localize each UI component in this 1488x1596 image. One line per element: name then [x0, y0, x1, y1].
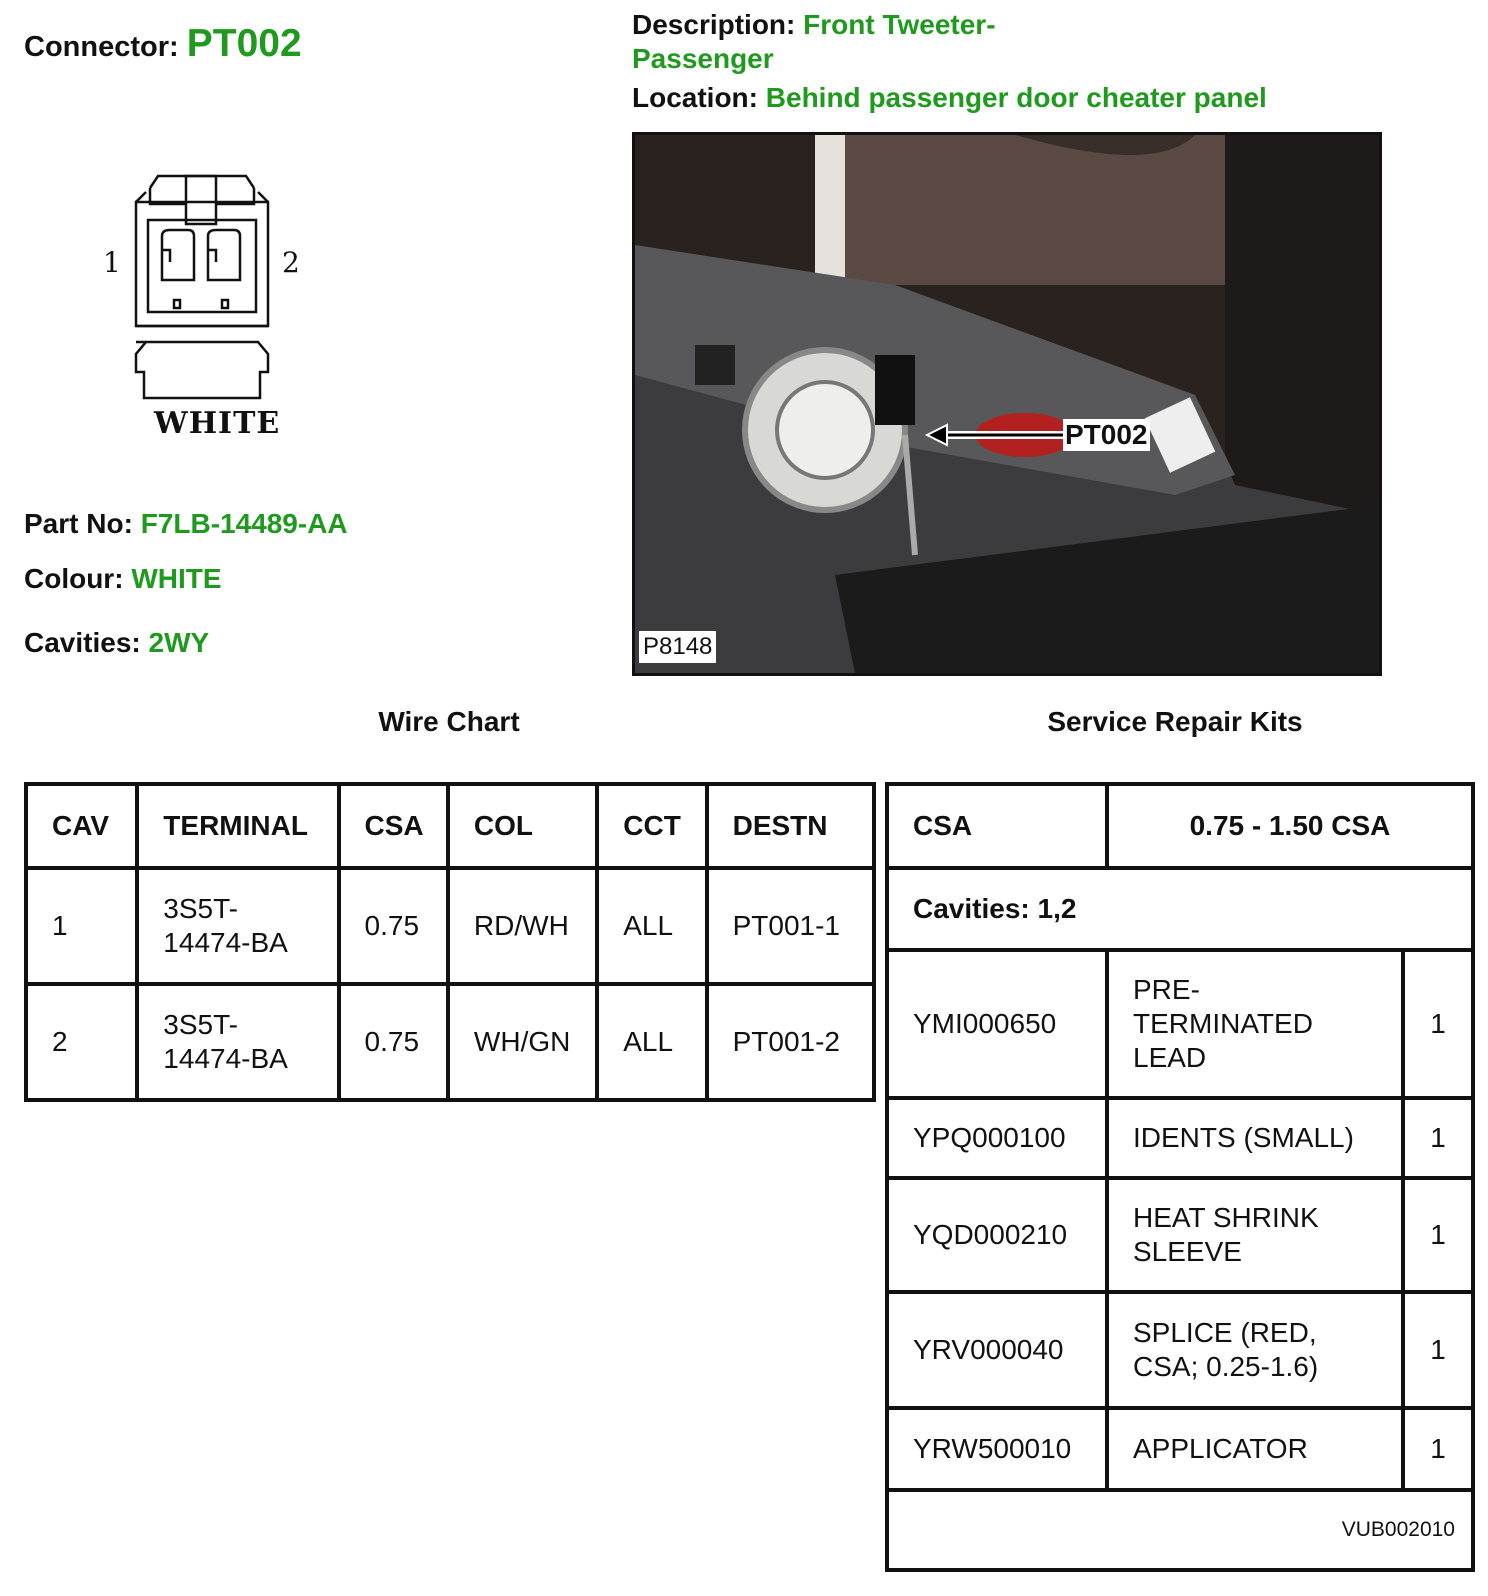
kit-part-number: YPQ000100 — [887, 1098, 1107, 1178]
cell-cav: 1 — [26, 868, 137, 984]
pin-label-1: 1 — [103, 246, 121, 279]
cell-terminal: 3S5T-14474-BA — [137, 868, 338, 984]
cell-destn: PT001-2 — [707, 984, 874, 1100]
header-destn: DESTN — [707, 784, 874, 868]
cavities-label: Cavities: — [24, 627, 141, 658]
cell-col: RD/WH — [448, 868, 597, 984]
cavities — [24, 627, 209, 659]
cell-cct: ALL — [597, 868, 706, 984]
kit-description: PRE-TERMINATED LEAD — [1107, 950, 1403, 1098]
header-cct: CCT — [597, 784, 706, 868]
part-number-value: F7LB-14489-AA — [140, 508, 348, 539]
kit-quantity: 1 — [1403, 1292, 1473, 1408]
kit-description: IDENTS (SMALL) — [1107, 1098, 1403, 1178]
connector-heading — [24, 22, 302, 66]
table-row — [887, 1178, 1473, 1292]
location-value: Behind passenger door cheater panel — [765, 82, 1267, 113]
pin-label-2: 2 — [282, 246, 300, 279]
description — [632, 8, 1092, 76]
wire-chart-header-row — [26, 784, 874, 868]
table-row — [887, 1292, 1473, 1408]
header-csa-range: 0.75 - 1.50 CSA — [1107, 784, 1473, 868]
kit-part-number: YQD000210 — [887, 1178, 1107, 1292]
kit-part-number: YRW500010 — [887, 1408, 1107, 1490]
repair-kits-title: Service Repair Kits — [1047, 706, 1303, 737]
header-col: COL — [448, 784, 597, 868]
cell-csa: 0.75 — [339, 984, 448, 1100]
kit-description: SPLICE (RED, CSA; 0.25-1.6) — [1107, 1292, 1403, 1408]
kit-quantity: 1 — [1403, 1408, 1473, 1490]
connector-label: Connector: — [24, 31, 179, 63]
table-row — [887, 1098, 1473, 1178]
cavities-value: 2WY — [148, 627, 210, 658]
colour — [24, 563, 222, 595]
location-label: Location: — [632, 82, 758, 113]
description-value: Front Tweeter-Passenger — [632, 9, 996, 74]
repair-kits-table — [885, 782, 1475, 1572]
wire-chart-title: Wire Chart — [378, 706, 520, 737]
repair-kits-footer-row — [887, 1490, 1473, 1570]
cell-cav: 2 — [26, 984, 137, 1100]
cell-csa: 0.75 — [339, 868, 448, 984]
connector-location-photo — [632, 132, 1382, 676]
kit-quantity: 1 — [1403, 950, 1473, 1098]
repair-kits-cavities: Cavities: 1,2 — [887, 868, 1473, 950]
table-row — [26, 984, 874, 1100]
colour-value: WHITE — [131, 563, 222, 594]
header-terminal: TERMINAL — [137, 784, 338, 868]
description-label: Description: — [632, 9, 796, 40]
photo-reference-label: P8148 — [639, 631, 716, 663]
kit-description: APPLICATOR — [1107, 1408, 1403, 1490]
cell-destn: PT001-1 — [707, 868, 874, 984]
kit-quantity: 1 — [1403, 1178, 1473, 1292]
cell-cct: ALL — [597, 984, 706, 1100]
photo-callout-label: PT002 — [1065, 419, 1148, 450]
location — [632, 82, 1267, 114]
header-csa: CSA — [339, 784, 448, 868]
repair-kits-cavities-row — [887, 868, 1473, 950]
wire-chart-table — [24, 782, 876, 1102]
cell-terminal: 3S5T-14474-BA — [137, 984, 338, 1100]
table-row — [887, 1408, 1473, 1490]
part-number-label: Part No: — [24, 508, 133, 539]
colour-label: Colour: — [24, 563, 124, 594]
repair-kits-header-row — [887, 784, 1473, 868]
kit-description: HEAT SHRINK SLEEVE — [1107, 1178, 1403, 1292]
header-cav: CAV — [26, 784, 137, 868]
table-row — [26, 868, 874, 984]
kit-part-number: YRV000040 — [887, 1292, 1107, 1408]
connector-value: PT002 — [186, 22, 302, 65]
header-csa: CSA — [887, 784, 1107, 868]
kit-part-number: YMI000650 — [887, 950, 1107, 1098]
cell-col: WH/GN — [448, 984, 597, 1100]
diagram-colour-label: WHITE — [154, 406, 281, 441]
table-row — [887, 950, 1473, 1098]
part-number — [24, 508, 348, 540]
kit-quantity: 1 — [1403, 1098, 1473, 1178]
document-reference: VUB002010 — [887, 1490, 1473, 1570]
